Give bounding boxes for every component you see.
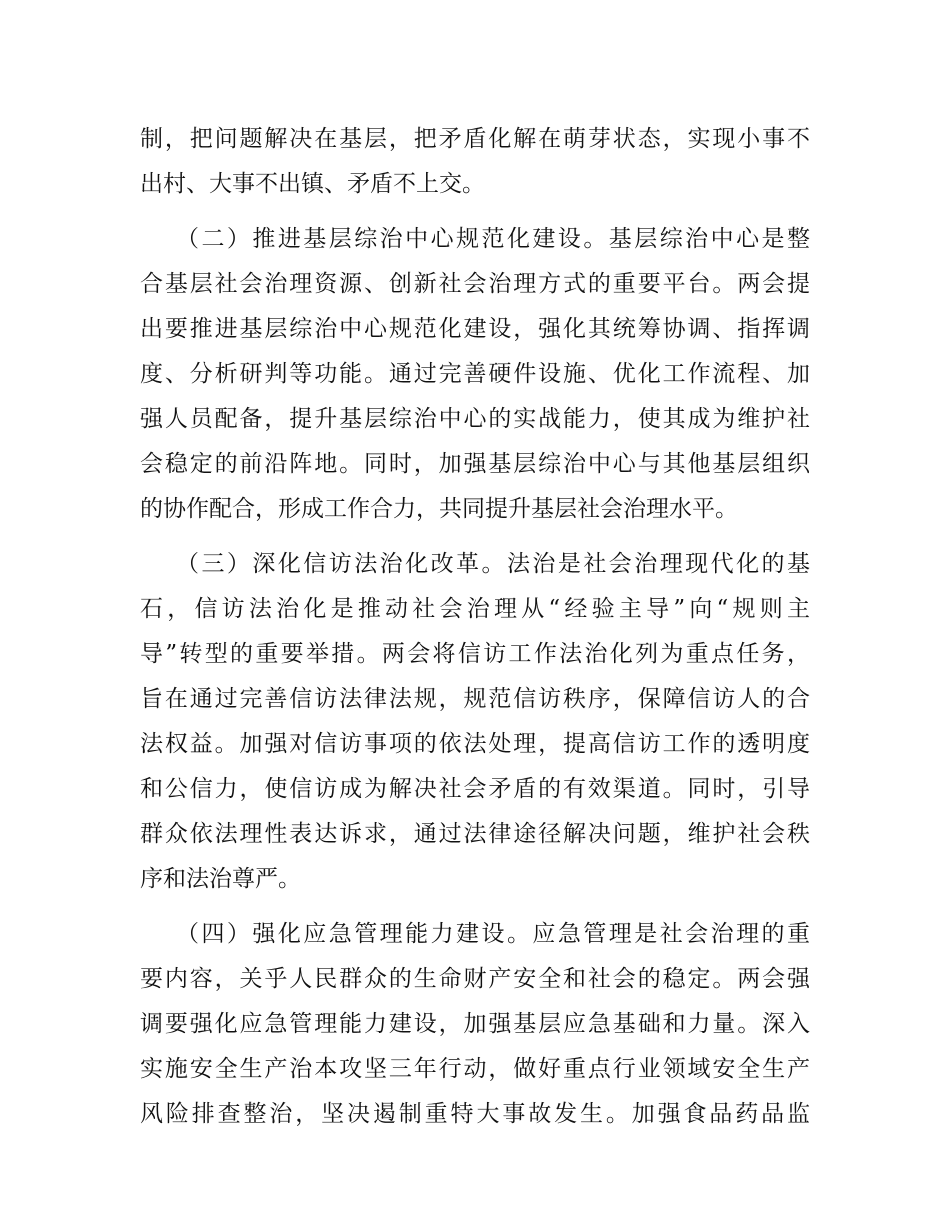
text-line: 度、分析研判等功能。通过完善硬件设施、优化工作流程、加 [140, 361, 810, 387]
paragraph-3 [140, 542, 810, 902]
text-line: 强人员配备，提升基层综治中心的实战能力，使其成为维护社 [140, 406, 810, 432]
paragraph-1 [140, 117, 810, 207]
text-line: 序和法治尊严。 [140, 866, 301, 892]
section-heading-line: （二）推进基层综治中心规范化建设。基层综治中心是整 [176, 226, 810, 252]
text-line: 合基层社会治理资源、创新社会治理方式的重要平台。两会提 [140, 271, 810, 297]
text-line: 和公信力，使信访成为解决社会矛盾的有效渠道。同时，引导 [140, 776, 810, 802]
text-line: 旨在通过完善信访法律法规，规范信访秩序，保障信访人的合 [140, 686, 810, 712]
text-line: 石，信访法治化是推动社会治理从“经验主导”向“规则主 [140, 596, 810, 622]
text-line: 的协作配合，形成工作合力，共同提升基层社会治理水平。 [140, 496, 738, 522]
text-line: 导”转型的重要举措。两会将信访工作法治化列为重点任务， [140, 641, 810, 667]
text-line: 实施安全生产治本攻坚三年行动，做好重点行业领域安全生产 [140, 1056, 810, 1082]
paragraph-4 [140, 912, 810, 1137]
text-line: 要内容，关乎人民群众的生命财产安全和社会的稳定。两会强 [140, 966, 810, 992]
text-line: 出要推进基层综治中心规范化建设，强化其统筹协调、指挥调 [140, 316, 810, 342]
text-line: 出村、大事不出镇、矛盾不上交。 [140, 171, 485, 197]
document-page [140, 117, 810, 1147]
text-line: 群众依法理性表达诉求，通过法律途径解决问题，维护社会秩 [140, 821, 810, 847]
section-heading-line: （四）强化应急管理能力建设。应急管理是社会治理的重 [176, 921, 810, 947]
text-line: 风险排查整治，坚决遏制重特大事故发生。加强食品药品监 [140, 1101, 810, 1127]
text-line: 制，把问题解决在基层，把矛盾化解在萌芽状态，实现小事不 [140, 126, 810, 152]
text-line: 会稳定的前沿阵地。同时，加强基层综治中心与其他基层组织 [140, 451, 810, 477]
text-line: 法权益。加强对信访事项的依法处理，提高信访工作的透明度 [140, 731, 810, 757]
paragraph-2 [140, 217, 810, 532]
section-heading-line: （三）深化信访法治化改革。法治是社会治理现代化的基 [176, 551, 810, 577]
text-line: 调要强化应急管理能力建设，加强基层应急基础和力量。深入 [140, 1011, 810, 1037]
